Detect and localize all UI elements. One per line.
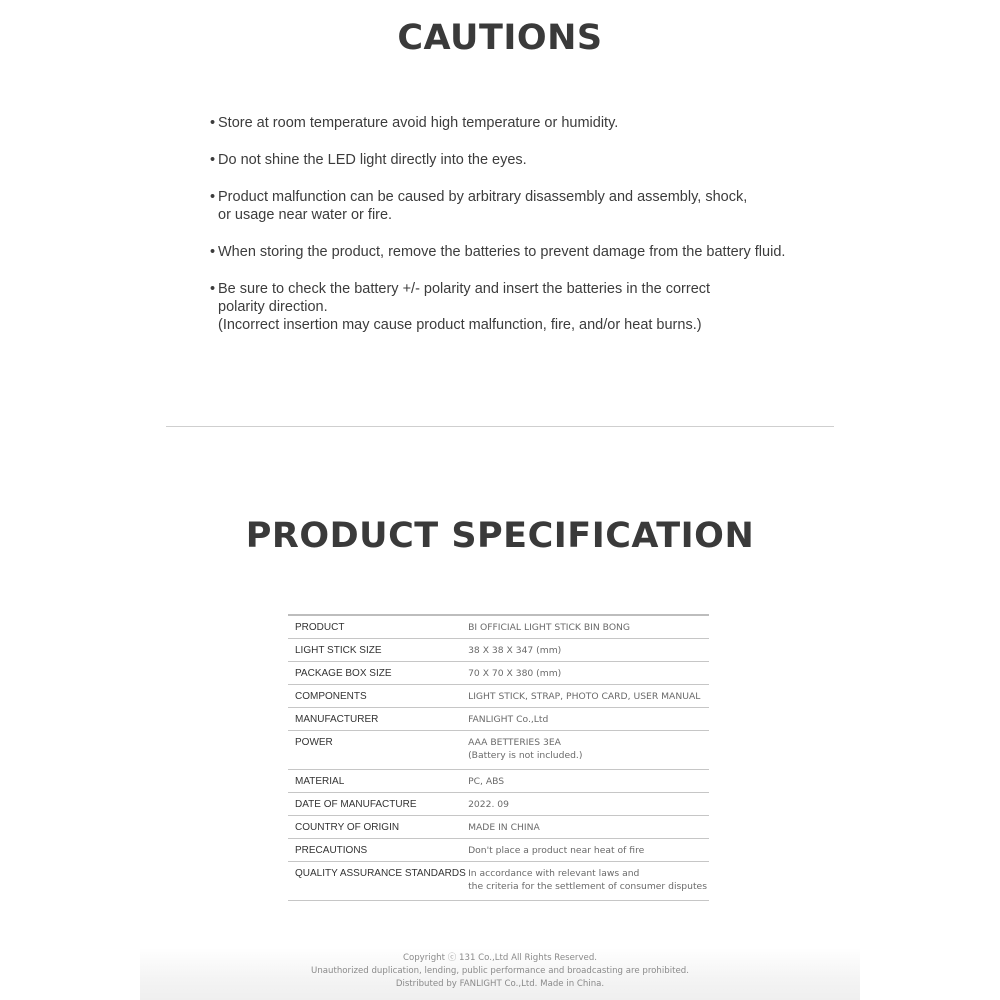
bullet-icon: • [210,152,216,168]
caution-text: When storing the product, remove the batteries to prevent damage from the battery fluid. [218,244,786,260]
table-row [288,839,709,862]
spec-label: COUNTRY OF ORIGIN [288,816,468,839]
caution-item-malfunction [210,188,810,224]
spec-value-line: MADE IN CHINA [468,822,540,833]
spec-value-line: FANLIGHT Co.,Ltd [468,714,549,725]
caution-text: Do not shine the LED light directly into the eyes. [218,152,527,168]
copyright-line: Copyright ⓒ 131 Co.,Ltd All Rights Reserved. [402,953,598,963]
table-row [288,708,709,731]
spec-label: MANUFACTURER [288,708,468,731]
table-row [288,793,709,816]
table-row [288,731,709,770]
caution-text: Product malfunction can be caused by arbitrary disassembly and assembly, shock, [218,189,748,205]
spec-label: PRECAUTIONS [288,839,468,862]
caution-text: polarity direction. [218,299,328,315]
caution-text: Store at room temperature avoid high temperature or humidity. [218,115,619,131]
spec-label: DATE OF MANUFACTURE [288,793,468,816]
cautions-list [210,114,810,353]
spec-value [468,685,709,708]
spec-value-line: BI OFFICIAL LIGHT STICK BIN BONG [468,622,631,633]
spec-value-line: the criteria for the settlement of consumer disputes [468,881,707,892]
spec-value [468,839,709,862]
table-row [288,639,709,662]
spec-label: LIGHT STICK SIZE [288,639,468,662]
spec-label: PACKAGE BOX SIZE [288,662,468,685]
distributor-line: Distributed by FANLIGHT Co.,Ltd. Made in China. [395,979,605,989]
spec-value [468,639,709,662]
table-row [288,685,709,708]
specification-heading: PRODUCT SPECIFICATION [245,516,755,556]
bullet-icon: • [210,189,216,205]
spec-value [468,615,709,639]
spec-value [468,862,709,901]
caution-item-polarity [210,280,810,334]
spec-value [468,662,709,685]
spec-value-line: 2022. 09 [468,799,509,810]
bullet-icon: • [210,115,216,131]
spec-label: POWER [288,731,468,770]
spec-value-line: LIGHT STICK, STRAP, PHOTO CARD, USER MANUAL [468,691,701,702]
caution-text: or usage near water or fire. [218,207,393,223]
cautions-heading: CAUTIONS [397,18,603,58]
spec-value-line: (Battery is not included.) [468,750,583,761]
specification-table [288,614,709,901]
table-row [288,816,709,839]
table-row [288,662,709,685]
spec-value [468,770,709,793]
spec-value-line: In accordance with relevant laws and [468,868,640,879]
caution-item-led [210,151,810,169]
duplication-notice: Unauthorized duplication, lending, public performance and broadcasting are prohibited. [311,966,689,976]
caution-item-storage [210,114,810,132]
spec-value-line: AAA BETTERIES 3EA [468,737,561,748]
bullet-icon: • [210,244,216,260]
spec-label: COMPONENTS [288,685,468,708]
copyright-footer [140,948,860,1000]
caution-item-batteries [210,243,810,261]
spec-value [468,816,709,839]
spec-value [468,731,709,770]
table-row [288,615,709,639]
spec-value-line: PC, ABS [468,776,505,787]
table-row [288,770,709,793]
spec-value-line: Don't place a product near heat of fire [468,845,645,856]
spec-value [468,793,709,816]
spec-label: PRODUCT [288,615,468,639]
spec-value-line: 38 X 38 X 347 (mm) [468,645,562,656]
spec-label: MATERIAL [288,770,468,793]
spec-value-line: 70 X 70 X 380 (mm) [468,668,562,679]
spec-value [468,708,709,731]
spec-label: QUALITY ASSURANCE STANDARDS [288,862,468,901]
caution-text: (Incorrect insertion may cause product malfunction, fire, and/or heat burns.) [218,317,702,333]
section-divider [166,426,834,427]
bullet-icon: • [210,281,216,297]
table-row [288,862,709,901]
caution-text: Be sure to check the battery +/- polarity and insert the batteries in the correct [218,281,711,297]
